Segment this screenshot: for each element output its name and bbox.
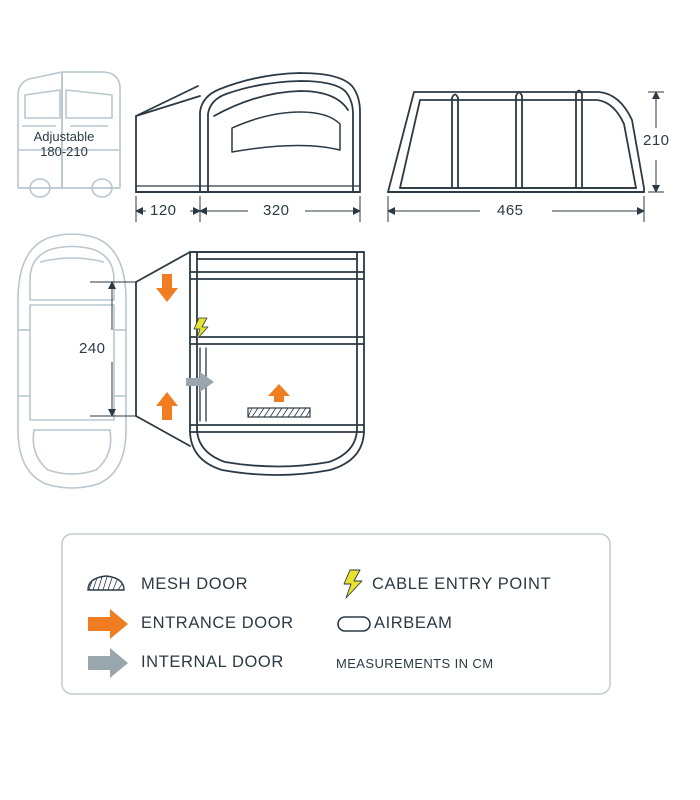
dim-240-label: 240: [79, 340, 106, 357]
legend-label-airbeam: AIRBEAM: [374, 614, 453, 632]
internal-door-icon: [88, 648, 128, 678]
dim-120-label: 120: [150, 202, 177, 219]
legend-label-cable-entry-point: CABLE ENTRY POINT: [372, 575, 552, 593]
entrance-door-icon: [88, 609, 128, 639]
dim-210-label: 210: [643, 132, 670, 149]
legend-measurement-note: MEASUREMENTS IN CM: [336, 656, 494, 671]
mesh-door-icon: [88, 576, 124, 590]
cable-entry-icon: [344, 570, 362, 598]
entrance-door-arrow-top: [156, 274, 178, 302]
legend-label-internal-door: INTERNAL DOOR: [141, 653, 284, 671]
entrance-door-arrow-bottom: [156, 392, 178, 420]
airbeam-icon: [338, 617, 370, 631]
awning-front-elevation: [136, 73, 360, 192]
van-plan-outline: [18, 234, 126, 488]
entrance-door-arrow-mesh: [268, 384, 290, 402]
awning-side-elevation: [388, 91, 644, 193]
side-view-dimension-lines: [388, 92, 664, 222]
dim-320-label: 320: [263, 202, 290, 219]
adjustable-height-label: Adjustable 180-210: [33, 129, 95, 159]
legend-label-mesh-door: MESH DOOR: [141, 575, 249, 593]
dim-465-label: 465: [497, 202, 524, 219]
mesh-door-plan-symbol: [248, 408, 310, 417]
legend-label-entrance-door: ENTRANCE DOOR: [141, 614, 294, 632]
